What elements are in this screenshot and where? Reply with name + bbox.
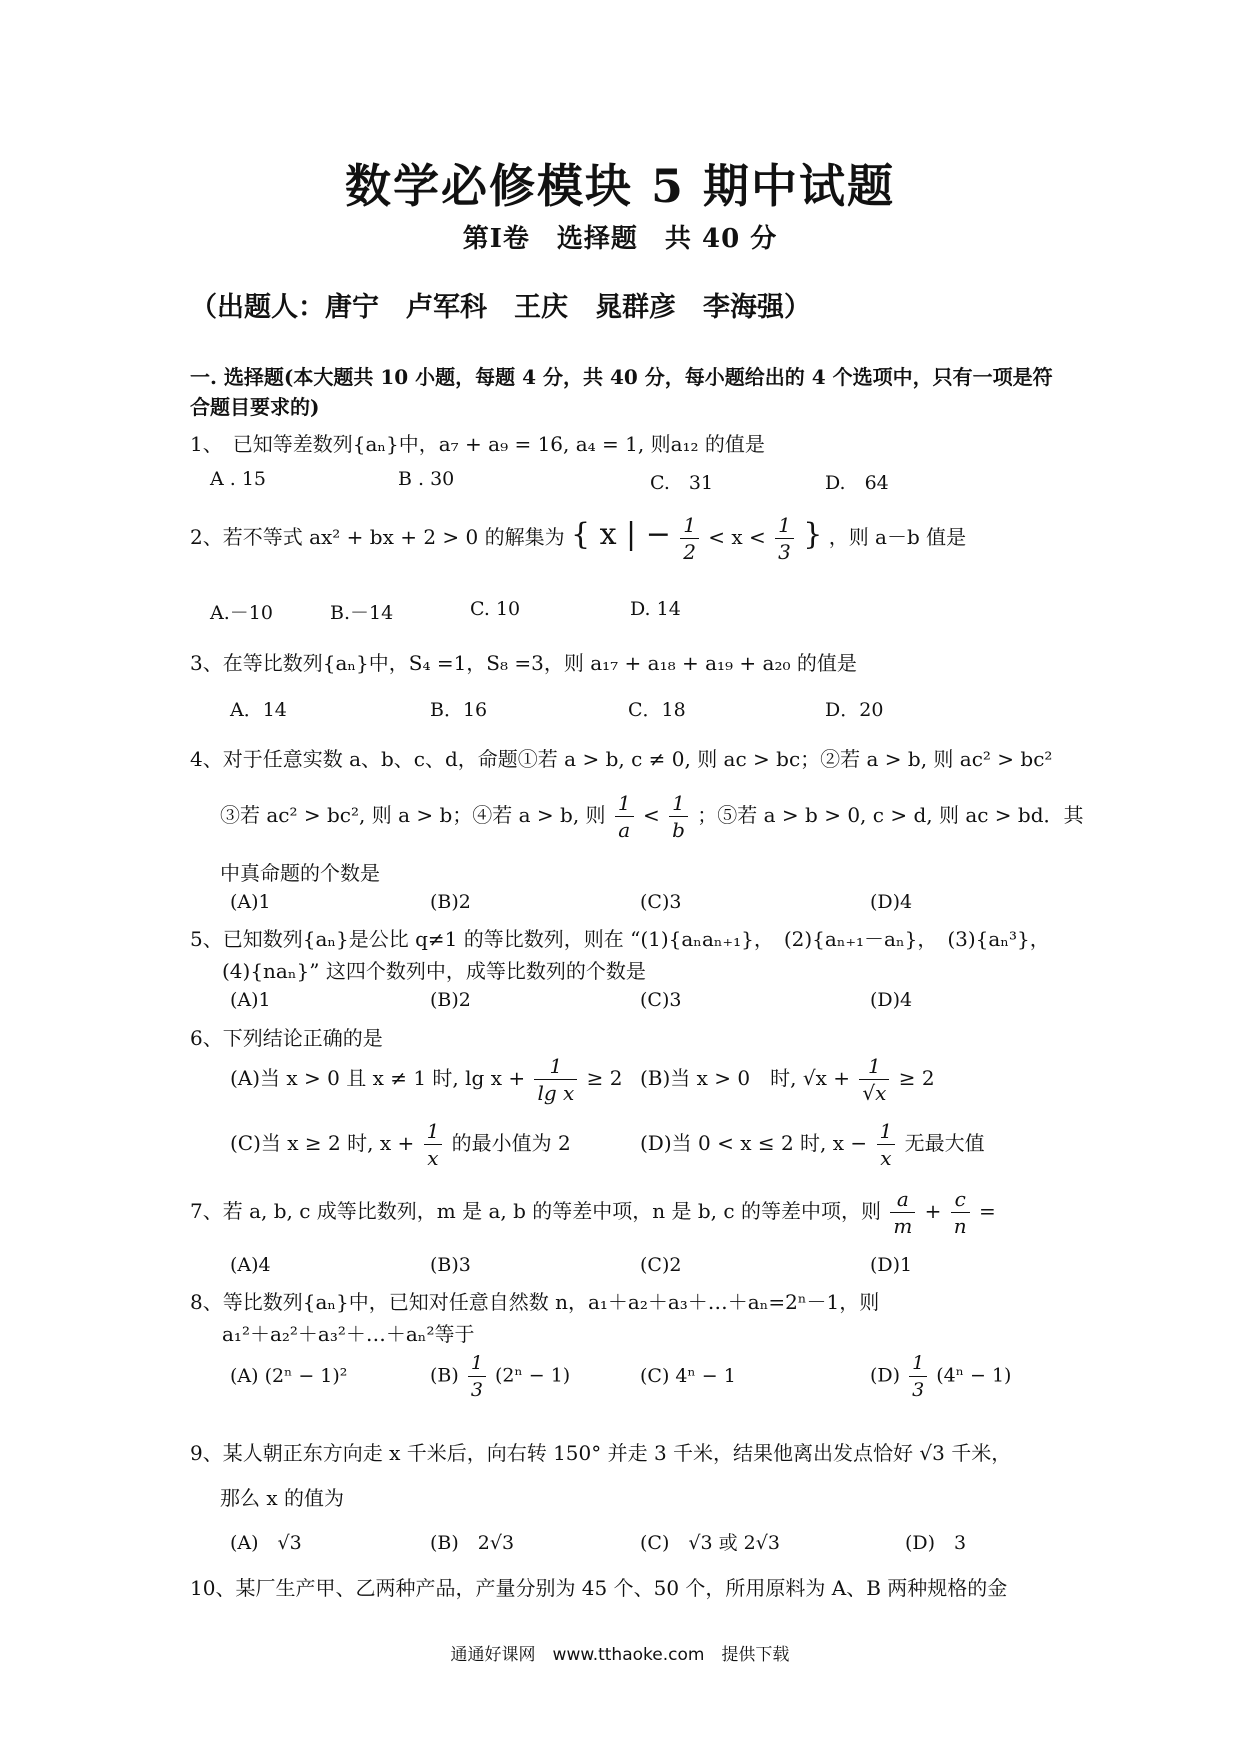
question-6-option-c: (C)当 x ≥ 2 时, x + $\frac{1}{x}$ 的最小值为 2 (230, 1119, 571, 1170)
question-8-line-1: 8、等比数列{aₙ}中，已知对任意自然数 n，a₁＋a₂＋a₃＋…＋aₙ=2ⁿ－1，则 (190, 1290, 880, 1314)
question-7-option-c: (C)2 (640, 1254, 682, 1276)
question-3-option-a: A．14 (230, 699, 287, 721)
page-title: 数学必修模块 5 期中试题 (344, 159, 896, 213)
question-5-option-b: (B)2 (430, 989, 471, 1011)
question-7-option-b: (B)3 (430, 1254, 471, 1276)
question-8-option-c: (C) 4ⁿ − 1 (640, 1365, 736, 1387)
question-5-option-d: (D)4 (870, 989, 913, 1011)
question-7-stem: 7、若 a, b, c 成等比数列，m 是 a, b 的等差中项，n 是 b, c 的等差中项，则 $\frac{a}{m}$ + $\frac{c}{n}$ = (190, 1187, 996, 1238)
question-7-option-d: (D)1 (870, 1254, 913, 1276)
question-9-line-1: 9、某人朝正东方向走 x 千米后，向右转 150° 并走 3 千米，结果他离出发点恰好 √3 千米， (190, 1441, 1012, 1465)
question-2-option-d: D. 14 (630, 598, 681, 620)
question-8-option-b: (B) $\frac{1}{3}$ (2ⁿ − 1) (430, 1352, 571, 1401)
question-5-line-1: 5、已知数列{aₙ}是公比 q≠1 的等比数列，则在 “(1){aₙaₙ₊₁}， (2){aₙ₊₁－aₙ}， (3){aₙ³}， (190, 927, 1050, 951)
question-4-line-2 (220, 790, 1084, 843)
question-4-option-b: (B)2 (430, 891, 471, 913)
section-heading: 一. 选择题(本大题共 10 小题，每题 4 分，共 40 分，每小题给出的 4 个选项中，只有一项是符合题目要求的) (190, 365, 1053, 419)
question-2-stem-a: 2、若不等式 ax² + bx + 2 > 0 的解集为 (190, 525, 565, 549)
question-4-line-2b: ；⑤若 a > b > 0, c > d, 则 ac > bd．其 (697, 803, 1084, 827)
question-4-fraction-2: $\frac{1}{b}$ (669, 790, 688, 843)
question-2-fraction-2: $\frac{1}{3}$ (775, 512, 794, 565)
question-8-option-d: (D) $\frac{1}{3}$ (4ⁿ − 1) (870, 1352, 1012, 1401)
question-2-set-left: { x | − (570, 517, 671, 552)
question-4-less-than: < (643, 803, 660, 827)
question-1-option-b: B . 30 (398, 468, 455, 490)
question-4-option-d: (D)4 (870, 891, 913, 913)
question-4-line-2a: ③若 ac² > bc², 则 a > b；④若 a > b, 则 (220, 803, 606, 827)
question-2-stem (190, 512, 966, 565)
question-5-option-c: (C)3 (640, 989, 682, 1011)
question-3-option-d: D．20 (825, 699, 884, 721)
question-3-option-b: B．16 (430, 699, 488, 721)
question-1-option-a: A . 15 (210, 468, 267, 490)
question-8-option-a: (A) (2ⁿ − 1)² (230, 1365, 348, 1387)
question-4-line-1: 4、对于任意实数 a、b、c、d，命题①若 a > b, c ≠ 0, 则 ac > bc；②若 a > b, 则 ac² > bc² (190, 747, 1053, 771)
question-6-option-b: (B)当 x > 0 时, √x + $\frac{1}{√x}$ ≥ 2 (640, 1054, 935, 1105)
question-9-option-a: (A) √3 (230, 1532, 302, 1554)
question-6-stem: 6、下列结论正确的是 (190, 1026, 383, 1050)
page-subtitle: 第Ⅰ卷 选择题 共 40 分 (462, 224, 778, 254)
question-5-line-2: (4){naₙ}” 这四个数列中，成等比数列的个数是 (222, 959, 646, 983)
question-4-fraction-1: $\frac{1}{a}$ (615, 790, 634, 843)
question-3-option-c: C．18 (628, 699, 686, 721)
question-4-line-3: 中真命题的个数是 (220, 861, 380, 885)
question-5-option-a: (A)1 (230, 989, 271, 1011)
question-8-line-2: a₁²＋a₂²＋a₃²＋…＋aₙ²等于 (222, 1322, 475, 1346)
question-9-option-d: (D) 3 (905, 1532, 967, 1554)
question-9-option-b: (B) 2√3 (430, 1532, 515, 1554)
question-1-option-d: D. 64 (825, 472, 889, 494)
question-7-option-a: (A)4 (230, 1254, 271, 1276)
question-1-stem: 1、 已知等差数列{aₙ}中，a₇ + a₉ = 16, a₄ = 1, 则a₁₂ 的值是 (190, 432, 765, 456)
question-9-option-c: (C) √3 或 2√3 (640, 1532, 780, 1554)
question-6-option-d: (D)当 0 < x ≤ 2 时, x − $\frac{1}{x}$ 无最大值 (640, 1119, 985, 1170)
question-2-stem-b: ，则 a－b 值是 (828, 525, 967, 549)
question-3-stem: 3、在等比数列{aₙ}中，S₄ =1，S₈ =3，则 a₁₇ + a₁₈ + a₁₉ + a₂₀ 的值是 (190, 651, 857, 675)
question-2-set-mid: < x < (708, 525, 766, 549)
question-1-option-c: C. 31 (650, 472, 714, 494)
footer-text: 通通好课网 www.tthaoke.com 提供下载 (450, 1645, 790, 1665)
authors-line: （出题人：唐宁 卢军科 王庆 晁群彦 李海强） (190, 292, 811, 323)
question-6-option-a: (A)当 x > 0 且 x ≠ 1 时, lg x + $\frac{1}{\text{lg x}}$ ≥ 2 (230, 1054, 623, 1105)
question-10-line-1: 10、某厂生产甲、乙两种产品，产量分别为 45 个、50 个，所用原料为 A、B 两种规格的金 (190, 1576, 1008, 1600)
question-2-fraction-1: $\frac{1}{2}$ (680, 512, 699, 565)
question-4-option-c: (C)3 (640, 891, 682, 913)
question-9-line-2: 那么 x 的值为 (220, 1486, 344, 1510)
question-2-set-right: } (803, 517, 823, 552)
question-2-option-a: A.－10 (210, 602, 273, 624)
question-2-option-c: C. 10 (470, 598, 521, 620)
question-2-option-b: B.－14 (330, 602, 394, 624)
question-4-option-a: (A)1 (230, 891, 271, 913)
